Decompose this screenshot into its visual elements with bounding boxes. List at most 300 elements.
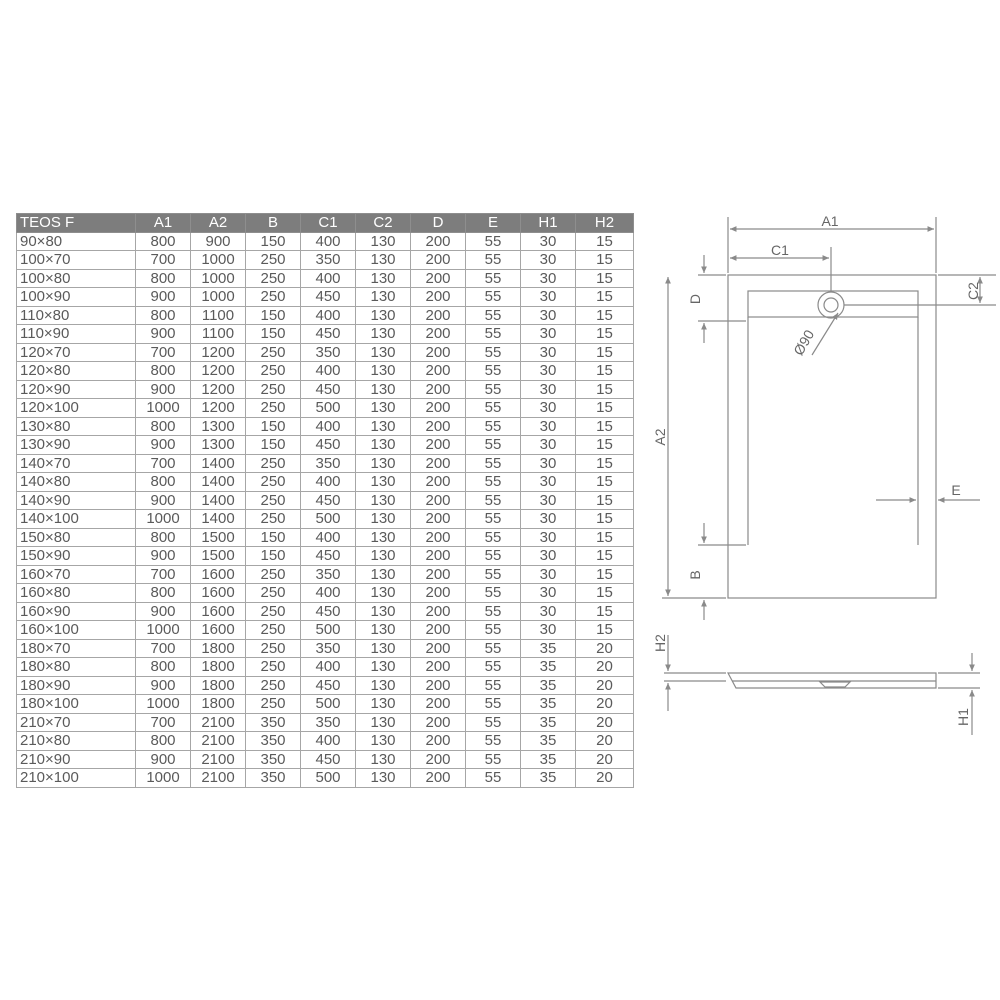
table-row bbox=[17, 269, 634, 288]
dimension-cell: 350 bbox=[246, 732, 301, 751]
dimension-cell: 30 bbox=[521, 473, 576, 492]
table-body bbox=[17, 232, 634, 787]
dimension-cell: 35 bbox=[521, 639, 576, 658]
dimension-cell: 35 bbox=[521, 750, 576, 769]
table-row bbox=[17, 473, 634, 492]
dimension-cell: 1800 bbox=[191, 676, 246, 695]
table-row bbox=[17, 602, 634, 621]
dimension-cell: 350 bbox=[246, 713, 301, 732]
dimension-cell: 1000 bbox=[136, 695, 191, 714]
dimension-cell: 30 bbox=[521, 399, 576, 418]
dimension-cell: 350 bbox=[246, 769, 301, 788]
dimension-cell: 700 bbox=[136, 713, 191, 732]
dimension-cell: 130 bbox=[356, 713, 411, 732]
dimension-cell: 1100 bbox=[191, 306, 246, 325]
dimension-cell: 55 bbox=[466, 306, 521, 325]
dimension-cell: 15 bbox=[576, 584, 634, 603]
dimension-cell: 400 bbox=[301, 658, 356, 677]
table-row bbox=[17, 565, 634, 584]
dimension-cell: 450 bbox=[301, 436, 356, 455]
dimension-cell: 200 bbox=[411, 695, 466, 714]
dimension-cell: 400 bbox=[301, 473, 356, 492]
dimension-cell: 130 bbox=[356, 639, 411, 658]
dimension-cell: 130 bbox=[356, 380, 411, 399]
dimension-cell: 30 bbox=[521, 565, 576, 584]
table-row bbox=[17, 417, 634, 436]
column-header: B bbox=[246, 214, 301, 233]
dimension-cell: 1500 bbox=[191, 528, 246, 547]
dimension-cell: 400 bbox=[301, 417, 356, 436]
dimension-cell: 450 bbox=[301, 325, 356, 344]
dimension-cell: 1200 bbox=[191, 362, 246, 381]
table-row bbox=[17, 713, 634, 732]
model-size-cell: 100×80 bbox=[17, 269, 136, 288]
dimension-cell: 450 bbox=[301, 491, 356, 510]
dimension-cell: 20 bbox=[576, 676, 634, 695]
dimension-cell: 800 bbox=[136, 417, 191, 436]
dimension-cell: 1200 bbox=[191, 399, 246, 418]
table-row bbox=[17, 769, 634, 788]
dimension-cell: 200 bbox=[411, 658, 466, 677]
dimension-cell: 700 bbox=[136, 251, 191, 270]
dimension-cell: 150 bbox=[246, 417, 301, 436]
dimension-cell: 55 bbox=[466, 454, 521, 473]
dimension-cell: 450 bbox=[301, 547, 356, 566]
dimension-cell: 2100 bbox=[191, 732, 246, 751]
dimension-cell: 500 bbox=[301, 769, 356, 788]
dimension-cell: 400 bbox=[301, 732, 356, 751]
dimension-cell: 130 bbox=[356, 325, 411, 344]
dimension-cell: 15 bbox=[576, 306, 634, 325]
dimension-cell: 150 bbox=[246, 232, 301, 251]
dimension-cell: 130 bbox=[356, 269, 411, 288]
dimension-cell: 130 bbox=[356, 473, 411, 492]
dimension-cell: 800 bbox=[136, 232, 191, 251]
dimension-cell: 30 bbox=[521, 584, 576, 603]
dimension-cell: 250 bbox=[246, 473, 301, 492]
model-size-cell: 100×70 bbox=[17, 251, 136, 270]
table-row bbox=[17, 695, 634, 714]
dimension-cell: 55 bbox=[466, 473, 521, 492]
table-row bbox=[17, 528, 634, 547]
dimension-cell: 55 bbox=[466, 269, 521, 288]
dimension-cell: 15 bbox=[576, 491, 634, 510]
dimension-cell: 35 bbox=[521, 732, 576, 751]
table-row bbox=[17, 658, 634, 677]
dimension-cell: 800 bbox=[136, 473, 191, 492]
dimension-cell: 130 bbox=[356, 417, 411, 436]
dimension-cell: 450 bbox=[301, 750, 356, 769]
dimension-cell: 200 bbox=[411, 547, 466, 566]
dimension-cell: 130 bbox=[356, 658, 411, 677]
dimension-cell: 200 bbox=[411, 380, 466, 399]
dimension-cell: 130 bbox=[356, 602, 411, 621]
dimension-cell: 1500 bbox=[191, 547, 246, 566]
dimension-cell: 130 bbox=[356, 510, 411, 529]
dimension-cell: 30 bbox=[521, 436, 576, 455]
model-size-cell: 180×90 bbox=[17, 676, 136, 695]
dimension-cell: 200 bbox=[411, 713, 466, 732]
dimension-cell: 900 bbox=[136, 676, 191, 695]
dimension-cell: 55 bbox=[466, 362, 521, 381]
dimension-cell: 55 bbox=[466, 695, 521, 714]
dimension-cell: 55 bbox=[466, 547, 521, 566]
table-row bbox=[17, 232, 634, 251]
dimension-cell: 30 bbox=[521, 288, 576, 307]
dimension-cell: 55 bbox=[466, 750, 521, 769]
model-size-cell: 140×90 bbox=[17, 491, 136, 510]
dimension-cell: 1300 bbox=[191, 436, 246, 455]
dimension-cell: 130 bbox=[356, 288, 411, 307]
label-a2: A2 bbox=[652, 428, 668, 446]
dimension-cell: 250 bbox=[246, 639, 301, 658]
column-header: C1 bbox=[301, 214, 356, 233]
table-row bbox=[17, 584, 634, 603]
dimension-cell: 200 bbox=[411, 621, 466, 640]
dimension-cell: 900 bbox=[136, 380, 191, 399]
dimension-cell: 15 bbox=[576, 473, 634, 492]
dimension-cell: 1400 bbox=[191, 491, 246, 510]
header-row bbox=[17, 214, 634, 233]
dimension-cell: 250 bbox=[246, 380, 301, 399]
dimension-cell: 1000 bbox=[191, 288, 246, 307]
dimension-cell: 15 bbox=[576, 547, 634, 566]
model-size-cell: 110×80 bbox=[17, 306, 136, 325]
column-header: H2 bbox=[576, 214, 634, 233]
dimension-cell: 55 bbox=[466, 621, 521, 640]
dimension-cell: 130 bbox=[356, 399, 411, 418]
dimension-cell: 55 bbox=[466, 565, 521, 584]
label-e: E bbox=[951, 482, 961, 498]
model-size-cell: 210×70 bbox=[17, 713, 136, 732]
model-size-cell: 160×80 bbox=[17, 584, 136, 603]
drain-circle-inner bbox=[824, 298, 838, 312]
table-row bbox=[17, 436, 634, 455]
dimension-cell: 15 bbox=[576, 510, 634, 529]
dimension-cell: 200 bbox=[411, 510, 466, 529]
dimension-cell: 500 bbox=[301, 510, 356, 529]
drain-diameter-leader bbox=[812, 313, 838, 355]
dimension-cell: 1400 bbox=[191, 510, 246, 529]
dimension-cell: 800 bbox=[136, 584, 191, 603]
dimension-cell: 200 bbox=[411, 639, 466, 658]
dimension-cell: 200 bbox=[411, 269, 466, 288]
dimension-cell: 900 bbox=[136, 602, 191, 621]
dimension-cell: 350 bbox=[301, 343, 356, 362]
dimension-cell: 20 bbox=[576, 695, 634, 714]
dimension-cell: 55 bbox=[466, 399, 521, 418]
dimension-cell: 150 bbox=[246, 528, 301, 547]
table-row bbox=[17, 621, 634, 640]
label-b: B bbox=[687, 570, 703, 580]
dimension-cell: 700 bbox=[136, 565, 191, 584]
model-size-cell: 150×80 bbox=[17, 528, 136, 547]
dimension-cell: 30 bbox=[521, 269, 576, 288]
column-header: C2 bbox=[356, 214, 411, 233]
dimension-cell: 130 bbox=[356, 565, 411, 584]
dimension-cell: 200 bbox=[411, 769, 466, 788]
model-size-cell: 210×90 bbox=[17, 750, 136, 769]
dimension-cell: 1600 bbox=[191, 621, 246, 640]
dimension-cell: 450 bbox=[301, 380, 356, 399]
dimension-cell: 130 bbox=[356, 769, 411, 788]
label-a1: A1 bbox=[821, 213, 839, 229]
dimension-cell: 15 bbox=[576, 436, 634, 455]
dimension-cell: 1100 bbox=[191, 325, 246, 344]
dimension-cell: 200 bbox=[411, 232, 466, 251]
table-row bbox=[17, 251, 634, 270]
model-size-cell: 210×100 bbox=[17, 769, 136, 788]
table-row bbox=[17, 547, 634, 566]
dimension-cell: 15 bbox=[576, 269, 634, 288]
dimension-cell: 130 bbox=[356, 491, 411, 510]
dimension-cell: 130 bbox=[356, 528, 411, 547]
label-c2: C2 bbox=[965, 282, 981, 300]
label-drain-diameter: Ø90 bbox=[790, 327, 818, 358]
dimension-cell: 200 bbox=[411, 750, 466, 769]
dimension-cell: 130 bbox=[356, 306, 411, 325]
table-header bbox=[17, 214, 634, 233]
side-drain bbox=[820, 682, 850, 687]
dimension-cell: 35 bbox=[521, 658, 576, 677]
table-row bbox=[17, 288, 634, 307]
dimension-cell: 1200 bbox=[191, 380, 246, 399]
dimension-cell: 130 bbox=[356, 695, 411, 714]
dimension-cell: 200 bbox=[411, 343, 466, 362]
model-size-cell: 130×80 bbox=[17, 417, 136, 436]
table-row bbox=[17, 454, 634, 473]
dimension-cell: 1200 bbox=[191, 343, 246, 362]
dimension-cell: 1800 bbox=[191, 695, 246, 714]
dimension-cell: 350 bbox=[301, 565, 356, 584]
dimension-cell: 700 bbox=[136, 454, 191, 473]
dimension-cell: 1800 bbox=[191, 658, 246, 677]
model-size-cell: 120×90 bbox=[17, 380, 136, 399]
model-size-cell: 100×90 bbox=[17, 288, 136, 307]
table-row bbox=[17, 676, 634, 695]
dimension-cell: 1400 bbox=[191, 454, 246, 473]
dimension-cell: 35 bbox=[521, 769, 576, 788]
dimension-cell: 450 bbox=[301, 676, 356, 695]
dimension-cell: 130 bbox=[356, 621, 411, 640]
dimension-cell: 450 bbox=[301, 288, 356, 307]
dimension-cell: 20 bbox=[576, 732, 634, 751]
column-header: TEOS F bbox=[17, 214, 136, 233]
table-row bbox=[17, 380, 634, 399]
dimension-cell: 900 bbox=[191, 232, 246, 251]
dimension-cell: 30 bbox=[521, 251, 576, 270]
dimension-cell: 20 bbox=[576, 769, 634, 788]
dimension-cell: 2100 bbox=[191, 769, 246, 788]
dimension-cell: 30 bbox=[521, 491, 576, 510]
dimension-cell: 55 bbox=[466, 491, 521, 510]
model-size-cell: 140×100 bbox=[17, 510, 136, 529]
dimension-cell: 450 bbox=[301, 602, 356, 621]
dimension-cell: 1000 bbox=[136, 399, 191, 418]
dimension-cell: 350 bbox=[301, 639, 356, 658]
table-row bbox=[17, 510, 634, 529]
dimension-cell: 15 bbox=[576, 343, 634, 362]
dimension-cell: 900 bbox=[136, 325, 191, 344]
dimension-cell: 200 bbox=[411, 251, 466, 270]
dimension-cell: 250 bbox=[246, 621, 301, 640]
dimension-cell: 400 bbox=[301, 528, 356, 547]
dimension-cell: 55 bbox=[466, 769, 521, 788]
dimension-cell: 130 bbox=[356, 547, 411, 566]
dimension-cell: 55 bbox=[466, 602, 521, 621]
table-row bbox=[17, 491, 634, 510]
dimension-cell: 15 bbox=[576, 288, 634, 307]
table-row bbox=[17, 325, 634, 344]
table-row bbox=[17, 750, 634, 769]
dimension-cell: 500 bbox=[301, 399, 356, 418]
dimension-cell: 200 bbox=[411, 454, 466, 473]
dimension-cell: 15 bbox=[576, 232, 634, 251]
dimension-cell: 350 bbox=[246, 750, 301, 769]
model-size-cell: 150×90 bbox=[17, 547, 136, 566]
dimension-cell: 30 bbox=[521, 380, 576, 399]
dimension-cell: 150 bbox=[246, 547, 301, 566]
dimension-cell: 350 bbox=[301, 713, 356, 732]
dimension-cell: 1000 bbox=[136, 510, 191, 529]
model-size-cell: 160×70 bbox=[17, 565, 136, 584]
dimension-cell: 150 bbox=[246, 325, 301, 344]
dimension-cell: 35 bbox=[521, 695, 576, 714]
dimension-cell: 200 bbox=[411, 399, 466, 418]
dimension-cell: 200 bbox=[411, 565, 466, 584]
dimension-cell: 250 bbox=[246, 565, 301, 584]
dimension-cell: 1600 bbox=[191, 602, 246, 621]
dimension-cell: 20 bbox=[576, 658, 634, 677]
model-size-cell: 120×100 bbox=[17, 399, 136, 418]
dimension-cell: 250 bbox=[246, 510, 301, 529]
table-row bbox=[17, 732, 634, 751]
dimension-cell: 20 bbox=[576, 639, 634, 658]
table-row bbox=[17, 399, 634, 418]
dimension-cell: 250 bbox=[246, 288, 301, 307]
dimension-cell: 400 bbox=[301, 584, 356, 603]
dimension-cell: 15 bbox=[576, 565, 634, 584]
dimension-cell: 1400 bbox=[191, 473, 246, 492]
column-header: E bbox=[466, 214, 521, 233]
dimension-cell: 700 bbox=[136, 343, 191, 362]
dimension-cell: 1000 bbox=[136, 621, 191, 640]
dimension-cell: 55 bbox=[466, 343, 521, 362]
model-size-cell: 120×80 bbox=[17, 362, 136, 381]
dimension-cell: 55 bbox=[466, 436, 521, 455]
dimension-cell: 15 bbox=[576, 454, 634, 473]
dimension-cell: 400 bbox=[301, 362, 356, 381]
dimension-cell: 30 bbox=[521, 621, 576, 640]
dimension-cell: 35 bbox=[521, 676, 576, 695]
dimension-cell: 130 bbox=[356, 676, 411, 695]
dimension-cell: 55 bbox=[466, 380, 521, 399]
model-size-cell: 140×80 bbox=[17, 473, 136, 492]
dimension-cell: 130 bbox=[356, 732, 411, 751]
dimension-cell: 1000 bbox=[191, 251, 246, 270]
dimension-cell: 200 bbox=[411, 528, 466, 547]
model-size-cell: 130×90 bbox=[17, 436, 136, 455]
label-d: D bbox=[687, 293, 703, 305]
dimension-cell: 55 bbox=[466, 732, 521, 751]
dimension-cell: 900 bbox=[136, 436, 191, 455]
dimension-cell: 800 bbox=[136, 528, 191, 547]
dimension-cell: 800 bbox=[136, 658, 191, 677]
dimensions-table bbox=[16, 213, 634, 788]
table-row bbox=[17, 343, 634, 362]
label-c1: C1 bbox=[771, 242, 789, 258]
dimension-cell: 15 bbox=[576, 399, 634, 418]
dimension-cell: 400 bbox=[301, 269, 356, 288]
table-row bbox=[17, 306, 634, 325]
dimension-cell: 55 bbox=[466, 325, 521, 344]
model-size-cell: 120×70 bbox=[17, 343, 136, 362]
dimension-cell: 15 bbox=[576, 362, 634, 381]
dimension-cell: 1000 bbox=[136, 769, 191, 788]
dimension-cell: 200 bbox=[411, 362, 466, 381]
model-size-cell: 160×90 bbox=[17, 602, 136, 621]
dimension-cell: 20 bbox=[576, 750, 634, 769]
dimension-cell: 800 bbox=[136, 732, 191, 751]
dimension-cell: 900 bbox=[136, 547, 191, 566]
dimension-cell: 55 bbox=[466, 510, 521, 529]
dimension-cell: 200 bbox=[411, 288, 466, 307]
dimension-cell: 30 bbox=[521, 528, 576, 547]
drain-circle-outer bbox=[818, 292, 844, 318]
model-size-cell: 110×90 bbox=[17, 325, 136, 344]
dimension-cell: 800 bbox=[136, 306, 191, 325]
table-row bbox=[17, 362, 634, 381]
dimension-cell: 55 bbox=[466, 639, 521, 658]
dimension-cell: 400 bbox=[301, 232, 356, 251]
drain-channel bbox=[748, 291, 918, 317]
dimension-cell: 250 bbox=[246, 676, 301, 695]
dimension-cell: 55 bbox=[466, 417, 521, 436]
model-size-cell: 180×100 bbox=[17, 695, 136, 714]
dimension-cell: 800 bbox=[136, 362, 191, 381]
model-size-cell: 180×70 bbox=[17, 639, 136, 658]
dimension-cell: 130 bbox=[356, 343, 411, 362]
dimension-cell: 150 bbox=[246, 436, 301, 455]
dimension-cell: 30 bbox=[521, 602, 576, 621]
dimension-cell: 30 bbox=[521, 454, 576, 473]
dimension-cell: 30 bbox=[521, 232, 576, 251]
dimension-cell: 30 bbox=[521, 343, 576, 362]
model-size-cell: 140×70 bbox=[17, 454, 136, 473]
dimension-cell: 200 bbox=[411, 732, 466, 751]
dimension-cell: 15 bbox=[576, 528, 634, 547]
dimension-cell: 55 bbox=[466, 232, 521, 251]
dimension-cell: 250 bbox=[246, 269, 301, 288]
column-header: A2 bbox=[191, 214, 246, 233]
dimension-cell: 200 bbox=[411, 491, 466, 510]
dimension-cell: 2100 bbox=[191, 750, 246, 769]
table-row bbox=[17, 639, 634, 658]
label-h1: H1 bbox=[955, 708, 971, 726]
dimension-cell: 130 bbox=[356, 454, 411, 473]
dimension-cell: 30 bbox=[521, 417, 576, 436]
dimension-cell: 250 bbox=[246, 695, 301, 714]
dimension-cell: 55 bbox=[466, 288, 521, 307]
dimension-cell: 900 bbox=[136, 288, 191, 307]
dimension-cell: 150 bbox=[246, 306, 301, 325]
dimension-cell: 400 bbox=[301, 306, 356, 325]
dimension-cell: 55 bbox=[466, 713, 521, 732]
shower-tray-technical-drawing bbox=[640, 195, 1000, 755]
dimension-cell: 800 bbox=[136, 269, 191, 288]
dimension-cell: 130 bbox=[356, 251, 411, 270]
dimension-cell: 55 bbox=[466, 528, 521, 547]
